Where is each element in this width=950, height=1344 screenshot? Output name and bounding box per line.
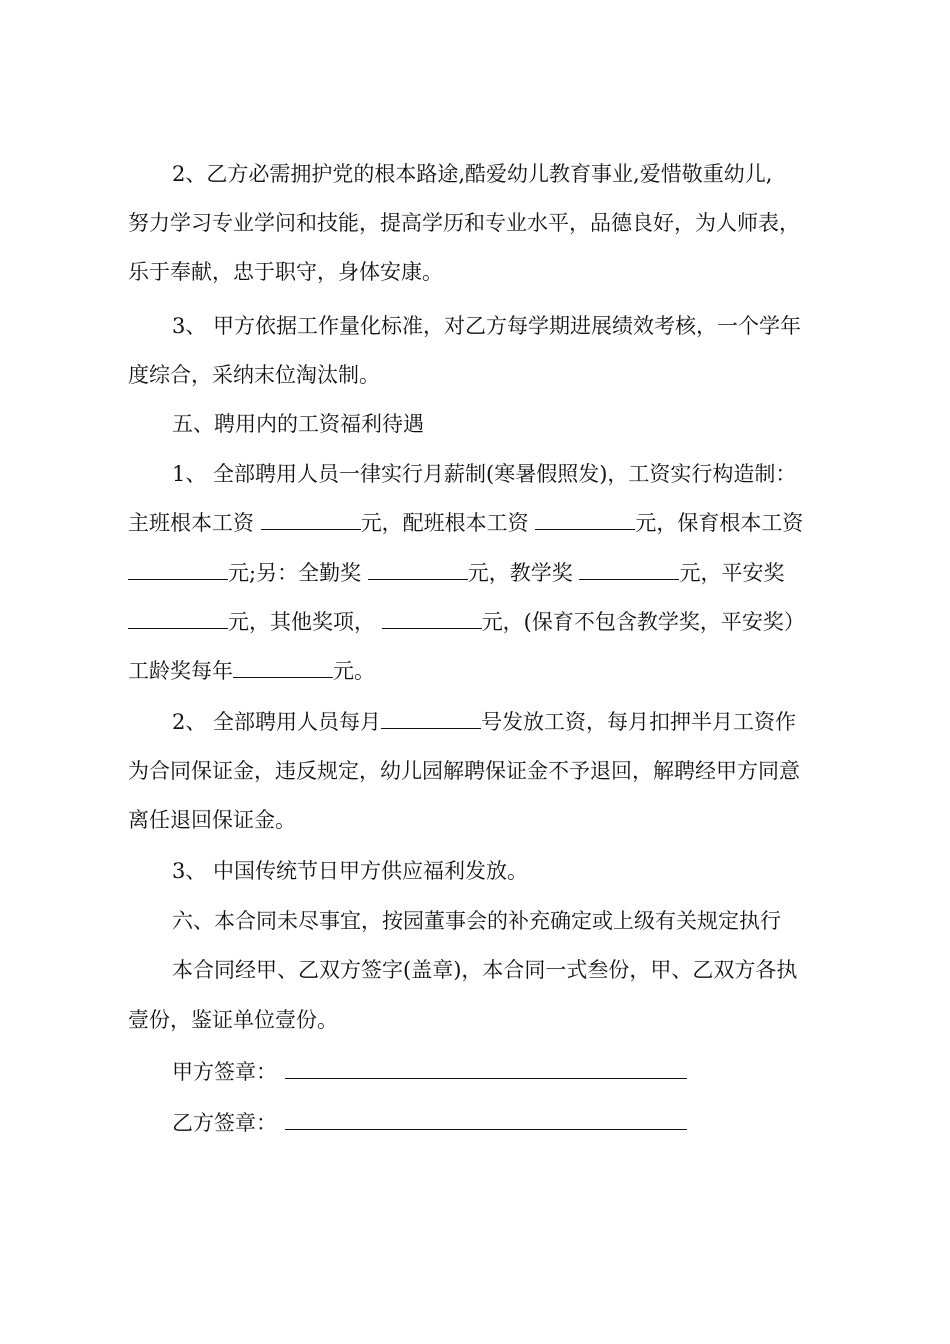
- fill-blank[interactable]: [535, 509, 635, 530]
- salary-label: 元，其他奖项，: [228, 610, 375, 634]
- salary-label: 主班根本工资: [128, 511, 254, 535]
- fill-blank[interactable]: [368, 559, 468, 580]
- fill-blank[interactable]: [128, 559, 228, 580]
- paragraph-line: 1、 全部聘用人员一律实行月薪制(寒暑假照发)，工资实行构造制：: [172, 462, 797, 486]
- party-a-signature-line[interactable]: [285, 1078, 687, 1079]
- salary-label: 元，配班根本工资: [360, 511, 529, 535]
- text-span: 2、 全部聘用人员每月: [172, 710, 382, 734]
- salary-line: [128, 608, 838, 636]
- fill-blank[interactable]: [382, 608, 482, 629]
- fill-blank[interactable]: [261, 509, 361, 530]
- salary-label: 元，教学奖: [467, 561, 573, 585]
- salary-label: 元;另：全勤奖: [228, 561, 362, 585]
- salary-label: 工龄奖每年: [128, 659, 233, 683]
- text-span: 号发放工资，每月扣押半月工资作: [481, 710, 797, 734]
- paragraph-line: 为合同保证金，违反规定，幼儿园解聘保证金不予退回，解聘经甲方同意: [128, 759, 800, 783]
- fill-blank[interactable]: [579, 559, 679, 580]
- paragraph-line: 度综合，采纳末位淘汰制。: [128, 363, 380, 387]
- paragraph-line: 2、乙方必需拥护党的根本路途,酷爱幼儿教育事业,爱惜敬重幼儿,: [172, 162, 773, 186]
- paragraph-line: 本合同经甲、乙双方签字(盖章)，本合同一式叁份，甲、乙双方各执: [172, 958, 798, 982]
- salary-label: 元，平安奖: [679, 561, 785, 585]
- section-heading: 六、本合同未尽事宜，按园董事会的补充确定或上级有关规定执行: [172, 909, 781, 933]
- paragraph-line: 努力学习专业学问和技能，提高学历和专业水平，品德良好，为人师表，: [128, 211, 800, 235]
- paragraph-line: 3、 中国传统节日甲方供应福利发放。: [172, 859, 529, 883]
- party-b-signature-line[interactable]: [285, 1129, 687, 1130]
- salary-line: [128, 657, 838, 685]
- fill-blank[interactable]: [381, 708, 481, 729]
- paragraph-line: 乐于奉献，忠于职守，身体安康。: [128, 260, 443, 284]
- paragraph-line: [172, 708, 838, 736]
- fill-blank[interactable]: [233, 657, 333, 678]
- salary-label: 元，保育根本工资: [635, 511, 804, 535]
- salary-line: [128, 509, 838, 537]
- section-heading: 五、聘用内的工资福利待遇: [172, 412, 424, 436]
- salary-label: 元，(保育不包含教学奖，平安奖）: [481, 610, 805, 634]
- salary-line: [128, 559, 838, 587]
- paragraph-line: 离任退回保证金。: [128, 808, 296, 832]
- party-b-signature-label: 乙方签章：: [172, 1111, 277, 1135]
- salary-label: 元。: [333, 659, 375, 683]
- paragraph-line: 壹份，鉴证单位壹份。: [128, 1008, 338, 1032]
- fill-blank[interactable]: [128, 608, 228, 629]
- party-a-signature-label: 甲方签章：: [172, 1060, 277, 1084]
- paragraph-line: 3、 甲方依据工作量化标准，对乙方每学期进展绩效考核，一个学年: [172, 314, 802, 338]
